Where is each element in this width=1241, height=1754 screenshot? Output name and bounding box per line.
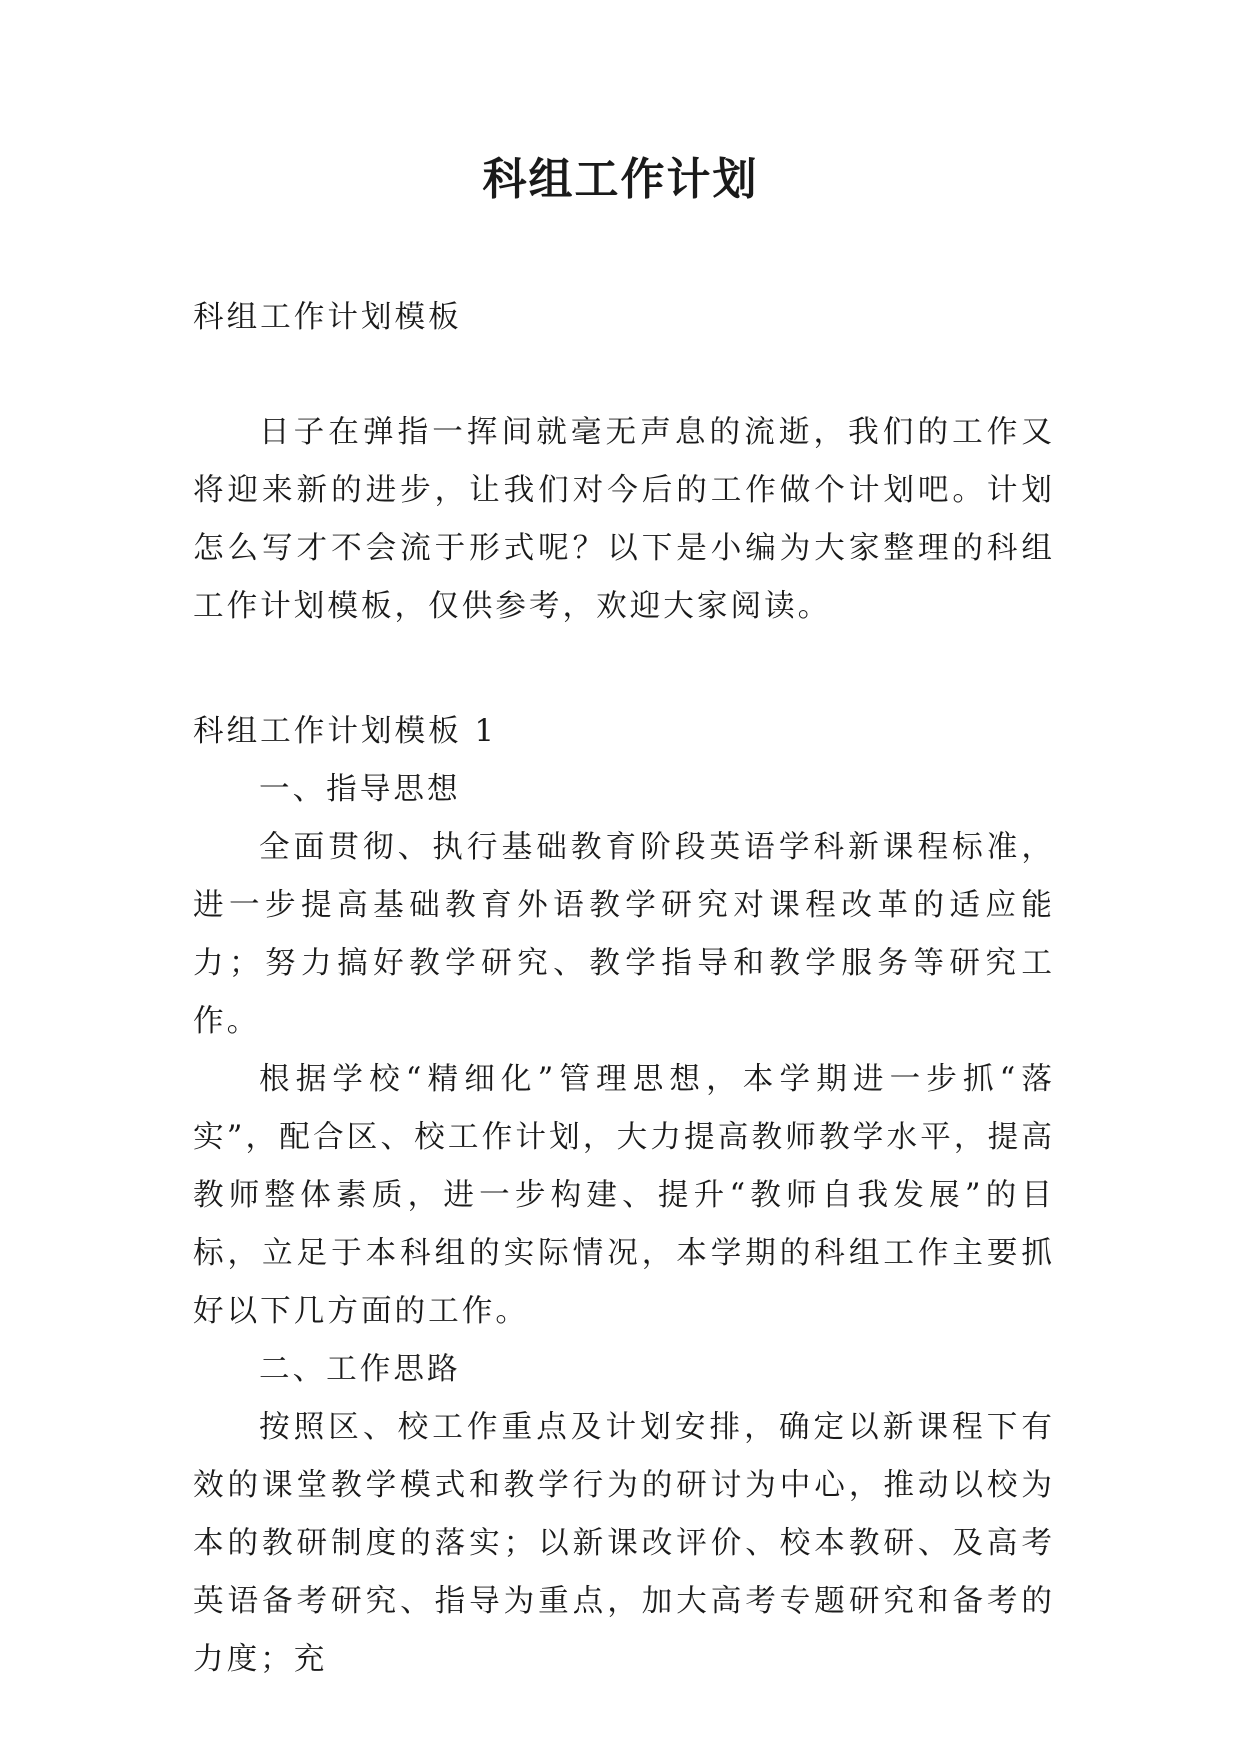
heading-guiding-ideology: 一、指导思想 [259, 772, 461, 807]
intro-paragraph: 日子在弹指一挥间就毫无声息的流逝，我们的工作又将迎来新的进步，让我们对今后的工作做个计划吧。计划怎么写才不会流于形式呢？以下是小编为大家整理的科组工作计划模板，仅供参考，欢迎大家阅读。 [193, 415, 1055, 624]
body-paragraph: 根据学校“精细化”管理思想，本学期进一步抓“落实”，配合区、校工作计划，大力提高教师教学水平，提高教师整体素质，进一步构建、提升“教师自我发展”的目标，立足于本科组的实际情况，本学期的科组工作主要抓好以下几方面的工作。 [193, 1062, 1055, 1329]
section-body [193, 761, 1055, 1689]
heading-work-approach: 二、工作思路 [259, 1352, 461, 1387]
document-subtitle: 科组工作计划模板 [193, 300, 462, 335]
section-title: 科组工作计划模板 1 [193, 714, 497, 749]
body-paragraph: 按照区、校工作重点及计划安排，确定以新课程下有效的课堂教学模式和教学行为的研讨为中心，推动以校为本的教研制度的落实；以新课改评价、校本教研、及高考英语备考研究、指导为重点，加大高考专题研究和备考的力度；充 [193, 1410, 1055, 1677]
document-title: 科组工作计划 [482, 154, 759, 205]
body-paragraph: 全面贯彻、执行基础教育阶段英语学科新课程标准，进一步提高基础教育外语教学研究对课程改革的适应能力；努力搞好教学研究、教学指导和教学服务等研究工作。 [193, 830, 1055, 1039]
